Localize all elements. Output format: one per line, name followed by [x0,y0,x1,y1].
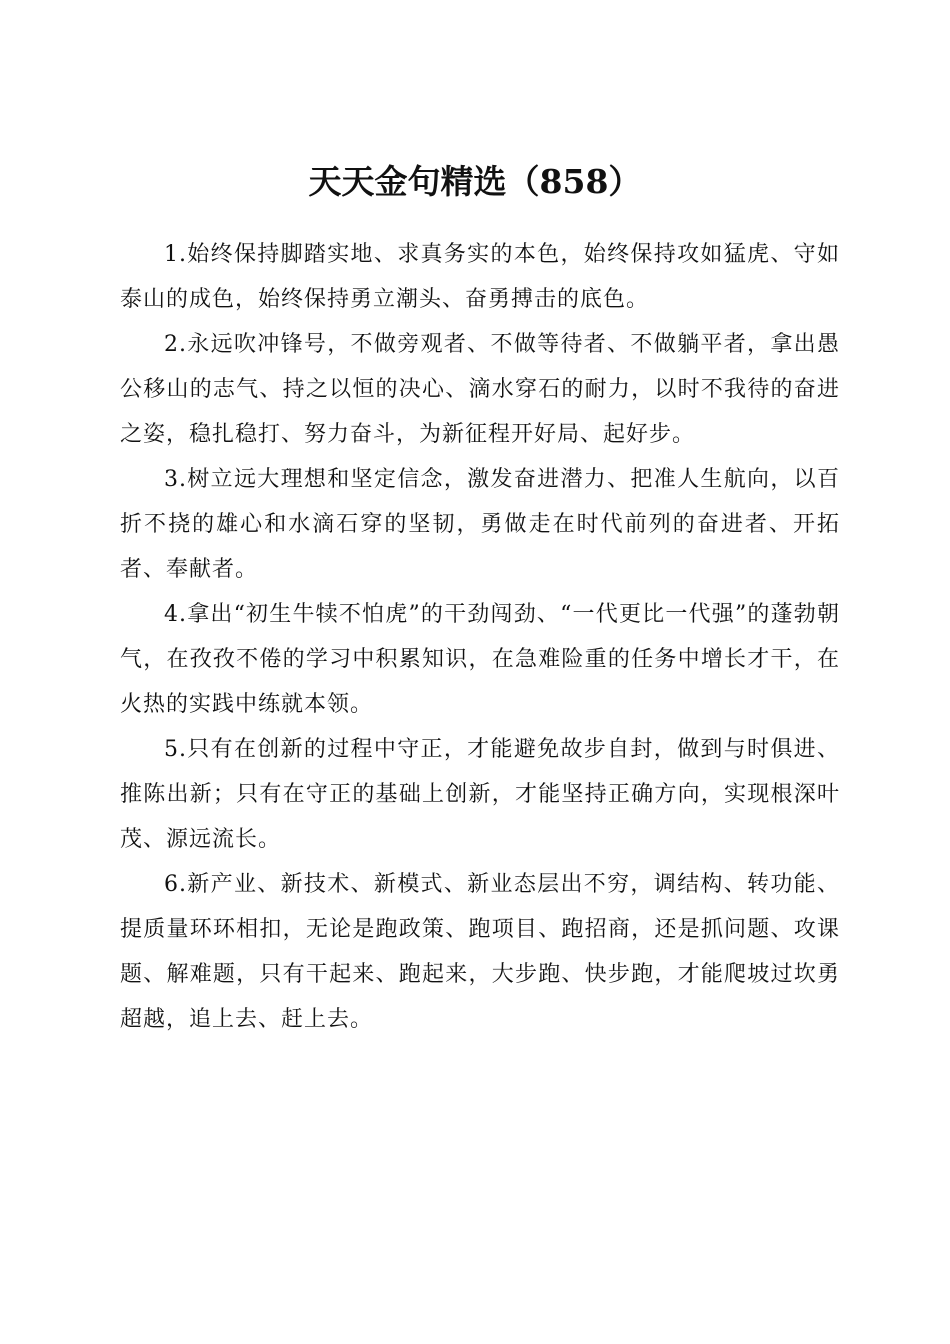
paragraph-2: 2.永远吹冲锋号，不做旁观者、不做等待者、不做躺平者，拿出愚公移山的志气、持之以恒的决心、滴水穿石的耐力，以时不我待的奋进之姿，稳扎稳打、努力奋斗，为新征程开好局、起好步。 [120,332,840,447]
paragraph-3: 3.树立远大理想和坚定信念，激发奋进潜力、把准人生航向，以百折不挠的雄心和水滴石穿的坚韧，勇做走在时代前列的奋进者、开拓者、奉献者。 [120,467,840,582]
paragraph-1: 1.始终保持脚踏实地、求真务实的本色，始终保持攻如猛虎、守如泰山的成色，始终保持勇立潮头、奋勇搏击的底色。 [120,242,840,312]
paragraph-6: 6.新产业、新技术、新模式、新业态层出不穷，调结构、转功能、提质量环环相扣，无论是跑政策、跑项目、跑招商，还是抓问题、攻课题、解难题，只有干起来、跑起来，大步跑、快步跑，才能爬坡过坎勇超越，追上去、赶上去。 [120,872,840,1032]
paragraph-4: 4.拿出“初生牛犊不怕虎”的干劲闯劲、“一代更比一代强”的蓬勃朝气，在孜孜不倦的学习中积累知识，在急难险重的任务中增长才干，在火热的实践中练就本领。 [120,602,840,717]
paragraph-5: 5.只有在创新的过程中守正，才能避免故步自封，做到与时俱进、推陈出新；只有在守正的基础上创新，才能坚持正确方向，实现根深叶茂、源远流长。 [120,737,840,852]
page-title: 天天金句精选（858） [308,162,642,202]
document-body [120,232,840,1042]
